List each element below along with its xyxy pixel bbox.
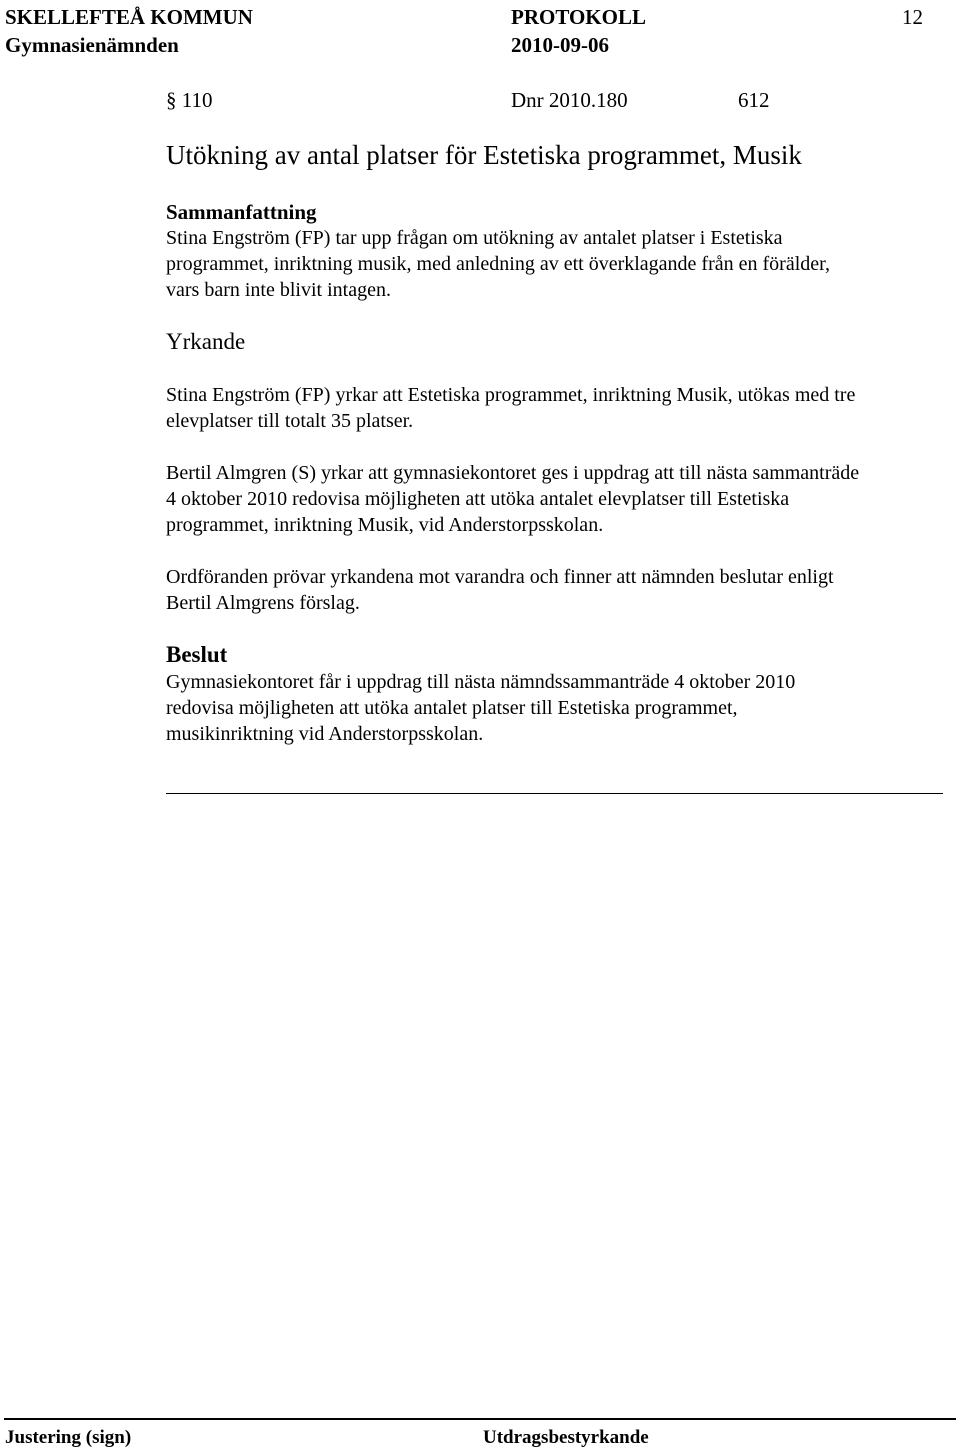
summary-line: vars barn inte blivit intagen.: [166, 279, 391, 301]
footer-divider: [4, 1418, 956, 1420]
summary-line: Stina Engström (FP) tar upp frågan om utökning av antalet platser i Estetiska: [166, 227, 783, 249]
motion-line: elevplatser till totalt 35 platser.: [166, 410, 414, 432]
motion-line: Bertil Almgren (S) yrkar att gymnasiekontoret ges i uppdrag att till nästa sammanträde: [166, 462, 860, 484]
extract-certification-label: Utdragsbestyrkande: [483, 1427, 649, 1448]
motion-paragraph: [166, 564, 956, 616]
closing-rule: [166, 793, 943, 794]
document-type: PROTOKOLL: [511, 5, 646, 29]
decision-line: redovisa möjligheten att utöka antalet platser till Estetiska programmet,: [166, 697, 738, 719]
page-number: 12: [902, 5, 923, 29]
motion-line: Stina Engström (FP) yrkar att Estetiska programmet, inriktning Musik, utökas med tre: [166, 384, 856, 406]
municipality-name: SKELLEFTEÅ KOMMUN: [5, 5, 253, 29]
decision-heading: Beslut: [166, 642, 228, 667]
classification-code: 612: [738, 88, 770, 112]
decision-line: musikinriktning vid Anderstorpsskolan.: [166, 723, 484, 745]
motion-heading: Yrkande: [166, 329, 246, 354]
motion-line: 4 oktober 2010 redovisa möjligheten att utöka antalet elevplatser till Estetiska: [166, 488, 790, 510]
motion-line: Ordföranden prövar yrkandena mot varandra och finner att nämnden beslutar enligt: [166, 566, 834, 588]
motion-line: Bertil Almgrens förslag.: [166, 592, 360, 614]
decision-line: Gymnasiekontoret får i uppdrag till nästa nämndssammanträde 4 oktober 2010: [166, 671, 796, 693]
summary-heading: Sammanfattning: [166, 200, 317, 224]
signature-field-label: Justering (sign): [5, 1427, 132, 1448]
decision-text: [166, 669, 956, 747]
diary-number: Dnr 2010.180: [511, 88, 628, 112]
paragraph-number: § 110: [166, 88, 213, 112]
motion-paragraph: [166, 382, 956, 434]
summary-line: programmet, inriktning musik, med anledning av ett överklagande från en förälder,: [166, 253, 830, 275]
summary-text: [166, 225, 956, 303]
item-title: Utökning av antal platser för Estetiska programmet, Musik: [166, 140, 802, 170]
motion-line: programmet, inriktning Musik, vid Anderstorpsskolan.: [166, 514, 604, 536]
motion-paragraph: [166, 460, 956, 538]
board-name: Gymnasienämnden: [5, 33, 179, 57]
meeting-date: 2010-09-06: [511, 33, 609, 57]
